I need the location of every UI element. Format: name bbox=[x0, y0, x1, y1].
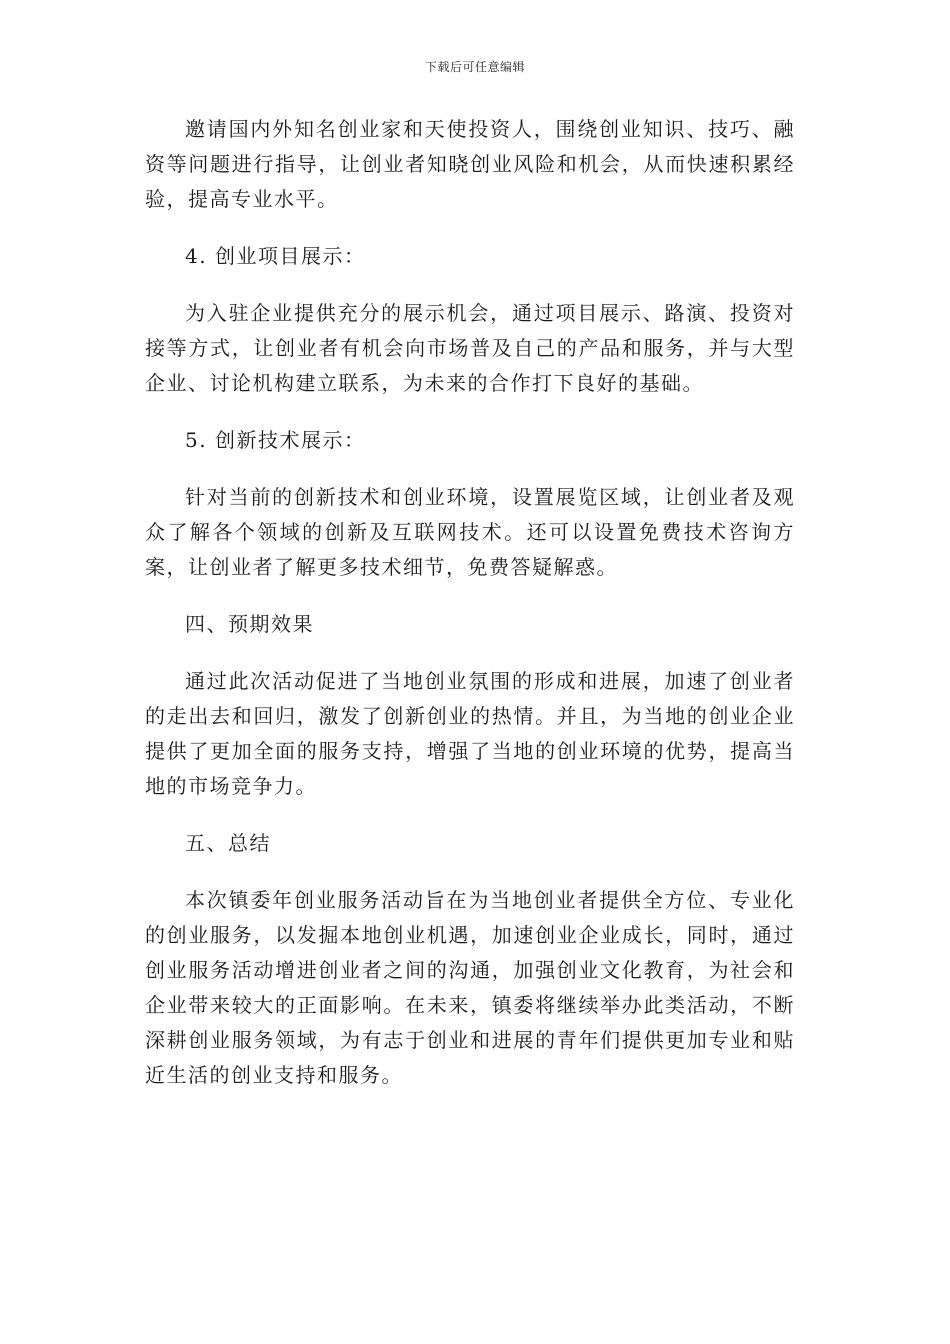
paragraph-expected-effect: 通过此次活动促进了当地创业氛围的形成和进展，加速了创业者的走出去和回归，激发了创新创业的热情。并且，为当地的创业企业提供了更加全面的服务支持，增强了当地的创业环境的优势，提高当地的市场竞争力。 bbox=[145, 669, 795, 798]
section-heading-tech-showcase: 5. 创新技术展示： bbox=[185, 428, 366, 452]
paragraph-mentorship: 邀请国内外知名创业家和天使投资人，围绕创业知识、技巧、融资等问题进行指导，让创业者知晓创业风险和机会，从而快速积累经验，提高专业水平。 bbox=[145, 117, 795, 211]
paragraph-project-showcase: 为入驻企业提供充分的展示机会，通过项目展示、路演、投资对接等方式，让创业者有机会向市场普及自己的产品和服务，并与大型企业、讨论机构建立联系，为未来的合作打下良好的基础。 bbox=[145, 301, 795, 395]
section-heading-summary: 五、总结 bbox=[185, 831, 271, 855]
page-header: 下载后可任意编辑 bbox=[424, 60, 525, 74]
paragraph-tech-showcase: 针对当前的创新技术和创业环境，设置展览区域，让创业者及观众了解各个领域的创新及互联网技术。还可以设置免费技术咨询方案，让创业者了解更多技术细节，免费答疑解惑。 bbox=[145, 485, 795, 579]
paragraph-summary: 本次镇委年创业服务活动旨在为当地创业者提供全方位、专业化的创业服务，以发掘本地创业机遇，加速创业企业成长，同时，通过创业服务活动增进创业者之间的沟通，加强创业文化教育，为社会和企业带来较大的正面影响。在未来，镇委将继续举办此类活动，不断深耕创业服务领域，为有志于创业和进展的青年们提供更加专业和贴近生活的创业支持和服务。 bbox=[145, 888, 795, 1087]
section-heading-project-showcase: 4. 创业项目展示： bbox=[185, 244, 366, 268]
section-heading-expected-effect: 四、预期效果 bbox=[185, 612, 314, 636]
document-body bbox=[145, 112, 795, 1115]
